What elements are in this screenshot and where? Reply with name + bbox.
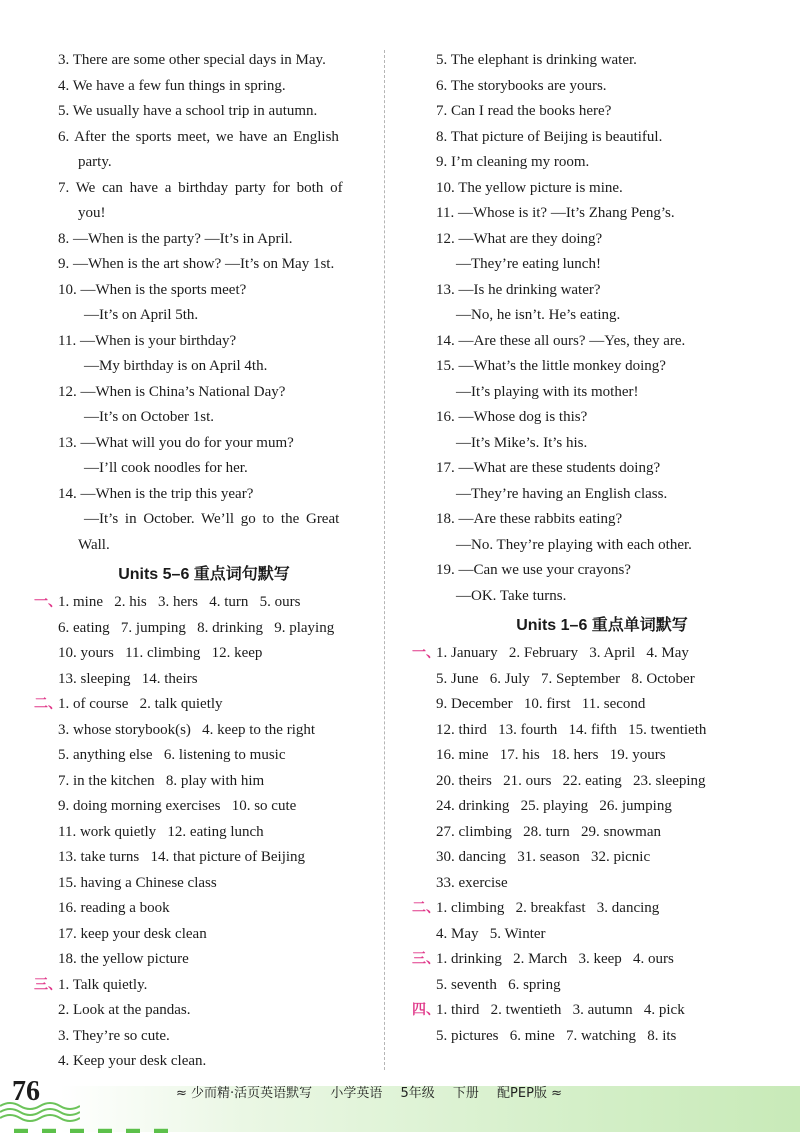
part-line xyxy=(34,973,374,999)
footer-grade: 5年级 xyxy=(400,1086,435,1101)
answer-line: —It’s on April 5th. xyxy=(84,307,199,323)
answer-line: 9. —When is the art show? —It’s on May 1st. xyxy=(58,256,335,272)
answer-line: 14. —Are these all ours? —Yes, they are. xyxy=(436,332,686,349)
answer-line: 10. —When is the sports meet? xyxy=(58,281,247,298)
answer-line: 7. We can have a birthday party for both of xyxy=(58,179,343,196)
answer-line: —It’s in October. We’ll go to the Great xyxy=(84,511,340,527)
footer-brand: ≈ 少而精·活页英语默写 xyxy=(176,1086,313,1101)
answer-line: 7. Can I read the books here? xyxy=(436,103,612,119)
answer-line: 33. exercise xyxy=(436,874,508,891)
answer-text: 1. third 2. twentieth 3. autumn 4. pick xyxy=(436,1002,685,1018)
part-line xyxy=(34,590,374,616)
part-marker: 三、 xyxy=(412,951,440,967)
part-line xyxy=(34,692,374,718)
answer-line: 4. We have a few fun things in spring. xyxy=(58,77,286,94)
answer-line: 2. Look at the pandas. xyxy=(58,1002,191,1018)
footer-caption xyxy=(176,1082,576,1101)
dash-decoration: ▬▬▬▬▬▬ xyxy=(14,1122,182,1137)
answer-text: 1. drinking 2. March 3. keep 4. ours xyxy=(436,951,674,967)
answer-line: 15. —What’s the little monkey doing? xyxy=(436,358,666,374)
column-divider xyxy=(384,50,385,1070)
answer-text: 1. mine 2. his 3. hers 4. turn 5. ours xyxy=(58,594,301,610)
answer-line: 5. We usually have a school trip in autumn. xyxy=(58,103,318,119)
answer-line: 12. —What are they doing? xyxy=(436,230,603,247)
answer-line: 12. third 13. fourth 14. fifth 15. twentieth xyxy=(436,721,707,738)
answer-line: 9. I’m cleaning my room. xyxy=(436,154,590,170)
part-line xyxy=(412,896,792,922)
answer-line: 8. That picture of Beijing is beautiful. xyxy=(436,128,663,145)
answer-line: 5. The elephant is drinking water. xyxy=(436,52,637,68)
part-marker: 二、 xyxy=(34,696,62,712)
answer-line: you! xyxy=(78,205,106,221)
answer-line: 13. sleeping 14. theirs xyxy=(58,670,198,687)
answer-line: Wall. xyxy=(78,536,110,553)
page-number: 76 xyxy=(12,1076,40,1107)
answer-line: 18. the yellow picture xyxy=(58,951,189,967)
answer-line: 3. whose storybook(s) 4. keep to the right xyxy=(58,721,316,738)
answer-line: 16. mine 17. his 18. hers 19. yours xyxy=(436,747,666,763)
answer-line: 6. The storybooks are yours. xyxy=(436,77,607,94)
answer-line: 8. —When is the party? —It’s in April. xyxy=(58,230,293,247)
answer-line: 5. June 6. July 7. September 8. October xyxy=(436,670,695,687)
answer-line: —It’s Mike’s. It’s his. xyxy=(456,434,588,451)
answer-line: 20. theirs 21. ours 22. eating 23. sleeping xyxy=(436,772,706,789)
answer-line: 19. —Can we use your crayons? xyxy=(436,562,631,578)
answer-line: 11. work quietly 12. eating lunch xyxy=(58,823,264,840)
answer-line: 27. climbing 28. turn 29. snowman xyxy=(436,823,661,840)
answer-line: 4. Keep your desk clean. xyxy=(58,1053,207,1069)
section-title: Units 1–6 重点单词默写 xyxy=(516,617,688,634)
answer-line: 9. December 10. first 11. second xyxy=(436,696,646,712)
right-column xyxy=(412,48,792,1049)
page-footer xyxy=(0,1070,800,1137)
answer-line: 10. The yellow picture is mine. xyxy=(436,179,623,196)
answer-line: —OK. Take turns. xyxy=(456,587,567,604)
answer-text: 1. January 2. February 3. April 4. May xyxy=(436,645,689,661)
part-marker: 一、 xyxy=(34,594,62,610)
part-line xyxy=(412,998,792,1024)
answer-line: —They’re eating lunch! xyxy=(456,256,601,272)
answer-line: 5. seventh 6. spring xyxy=(436,976,561,993)
answer-line: 7. in the kitchen 8. play with him xyxy=(58,772,265,789)
answer-line: 5. anything else 6. listening to music xyxy=(58,747,286,763)
answer-line: 17. keep your desk clean xyxy=(58,925,207,942)
answer-line: —I’ll cook noodles for her. xyxy=(84,460,248,476)
answer-text: 1. climbing 2. breakfast 3. dancing xyxy=(436,900,660,916)
answer-line: 13. —Is he drinking water? xyxy=(436,281,601,298)
answer-line: —It’s on October 1st. xyxy=(84,409,214,425)
answer-line: 11. —Whose is it? —It’s Zhang Peng’s. xyxy=(436,205,675,221)
answer-line: 3. They’re so cute. xyxy=(58,1027,170,1044)
answer-line: 9. doing morning exercises 10. so cute xyxy=(58,798,297,814)
answer-line: 6. eating 7. jumping 8. drinking 9. playing xyxy=(58,619,335,636)
footer-edition: 配PEP版 ≈ xyxy=(497,1086,562,1101)
answer-line: 3. There are some other special days in May. xyxy=(58,52,326,68)
answer-text: 1. of course 2. talk quietly xyxy=(58,696,223,712)
footer-subject: 小学英语 xyxy=(330,1086,383,1101)
answer-line: —They’re having an English class. xyxy=(456,485,668,502)
answer-line: 16. —Whose dog is this? xyxy=(436,409,588,425)
answer-line: 18. —Are these rabbits eating? xyxy=(436,511,623,527)
part-marker: 四、 xyxy=(412,1002,440,1018)
answer-line: 10. yours 11. climbing 12. keep xyxy=(58,645,263,661)
answer-line: 11. —When is your birthday? xyxy=(58,332,237,349)
answer-line: 13. —What will you do for your mum? xyxy=(58,434,294,451)
answer-line: 24. drinking 25. playing 26. jumping xyxy=(436,798,672,814)
answer-line: 12. —When is China’s National Day? xyxy=(58,383,286,400)
answer-line: 30. dancing 31. season 32. picnic xyxy=(436,849,651,865)
answer-line: 6. After the sports meet, we have an English xyxy=(58,128,339,145)
answer-line: 17. —What are these students doing? xyxy=(436,460,661,476)
answer-line: 13. take turns 14. that picture of Beijing xyxy=(58,849,306,865)
answer-text: 1. Talk quietly. xyxy=(58,976,148,993)
part-marker: 一、 xyxy=(412,645,440,661)
part-line xyxy=(412,641,792,667)
left-column xyxy=(34,48,374,1075)
answer-line: —It’s playing with its mother! xyxy=(456,383,639,400)
part-marker: 二、 xyxy=(412,900,440,916)
answer-line: —No. They’re playing with each other. xyxy=(456,536,692,553)
part-marker: 三、 xyxy=(34,976,62,993)
answer-line: —My birthday is on April 4th. xyxy=(84,358,268,374)
section-title: Units 5–6 重点词句默写 xyxy=(118,566,290,583)
part-line xyxy=(412,947,792,973)
answer-line: 5. pictures 6. mine 7. watching 8. its xyxy=(436,1027,677,1044)
answer-line: 14. —When is the trip this year? xyxy=(58,485,254,502)
answer-line: party. xyxy=(78,154,112,170)
answer-line: 16. reading a book xyxy=(58,900,170,916)
answer-line: 15. having a Chinese class xyxy=(58,874,217,891)
footer-term: 下册 xyxy=(452,1086,479,1101)
answer-line: —No, he isn’t. He’s eating. xyxy=(456,307,621,323)
answer-line: 4. May 5. Winter xyxy=(436,925,546,942)
